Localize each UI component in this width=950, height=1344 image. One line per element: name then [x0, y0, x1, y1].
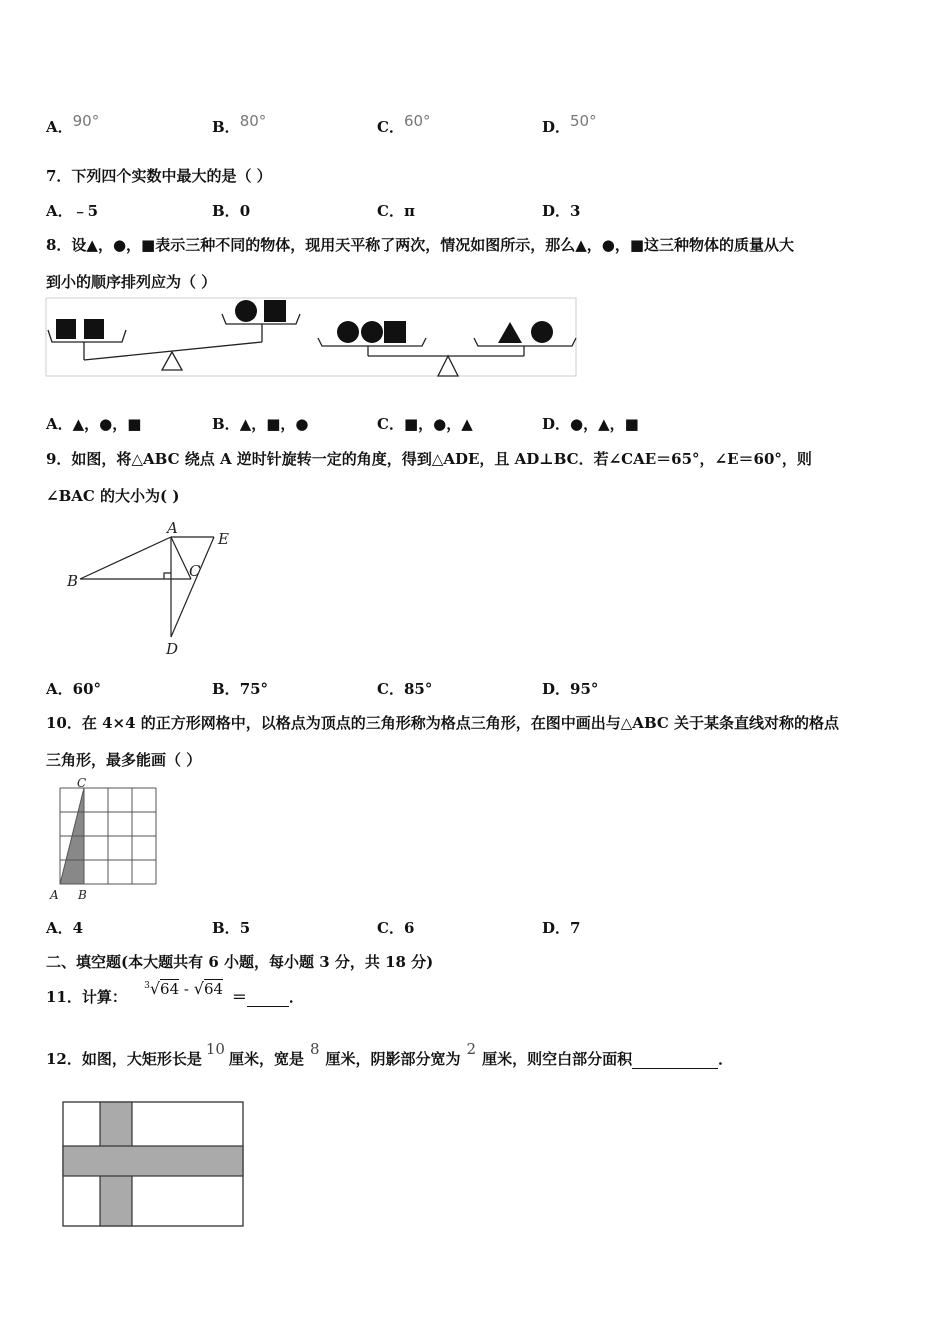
q7-option-c: C．π	[377, 202, 415, 220]
q6-option-c: C．60°	[377, 112, 431, 136]
q11-line: 11．计算： $^3$√64 - √64 ＝ ．	[46, 979, 304, 1006]
q6-option-a: A．90°	[46, 112, 100, 136]
horizontal-shaded-strip	[63, 1146, 243, 1176]
q10-grid-figure	[46, 778, 166, 903]
q9-option-a: A．60°	[46, 680, 102, 698]
q8-stem-line2: 到小的顺序排列应为（ ）	[46, 273, 217, 291]
q8-stem-line1: 8．设▲，●，■表示三种不同的物体，现用天平称了两次，情况如图所示，那么▲，●，■这三种物体的质量从大	[46, 236, 795, 254]
q10-option-a: A．4	[46, 919, 84, 937]
section2-heading: 二、填空题(本大题共有 6 小题，每小题 3 分，共 18 分)	[46, 953, 434, 971]
triangle-icon	[498, 322, 522, 343]
right-balance	[318, 338, 576, 376]
label-e: E	[218, 530, 229, 548]
label-c: C	[77, 776, 87, 790]
q10-option-c: C．6	[377, 919, 415, 937]
circle-icon	[337, 321, 359, 343]
q8-balance-figure	[46, 298, 576, 376]
cube-root-index: 3	[144, 981, 150, 991]
q8-option-b: B．▲，■，●	[212, 415, 309, 433]
q12-line: 12．如图，大矩形长是10厘米，宽是8厘米，阴影部分宽为2厘米，则空白部分面积 ．	[46, 1040, 734, 1068]
q9-option-b: B．75°	[212, 680, 269, 698]
q9-rotation-figure	[64, 518, 244, 658]
q10-stem-line1: 10．在 4×4 的正方形网格中，以格点为顶点的三角形称为格点三角形，在图中画出与△ABC 关于某条直线对称的格点	[46, 714, 840, 732]
q6-option-b: B．80°	[212, 112, 267, 136]
q7-option-b: B．0	[212, 202, 251, 220]
label-a: A	[50, 888, 59, 902]
q12-rectangle-figure	[62, 1100, 246, 1228]
q10-stem-line2: 三角形，最多能画（ ）	[46, 751, 202, 769]
circle-icon	[361, 321, 383, 343]
label-b: B	[67, 572, 79, 590]
label-d: D	[166, 640, 179, 658]
q9-stem-line2: ∠BAC 的大小为( )	[46, 487, 180, 505]
q9-option-c: C．85°	[377, 680, 433, 698]
q10-option-d: D．7	[542, 919, 581, 937]
q7-option-d: D．3	[542, 202, 581, 220]
square-icon	[264, 300, 286, 322]
q8-option-d: D．●，▲，■	[542, 415, 639, 433]
q12-answer-blank[interactable]	[632, 1050, 718, 1069]
q11-answer-blank[interactable]	[247, 988, 289, 1007]
q7-option-a: A．﹣5	[46, 202, 99, 220]
label-c: C	[189, 562, 201, 580]
q11-expression: $^3$√64 - √64	[144, 979, 224, 998]
circle-icon	[235, 300, 257, 322]
q7-stem: 7．下列四个实数中最大的是（ ）	[46, 167, 272, 185]
q9-stem-line1: 9．如图，将△ABC 绕点 A 逆时针旋转一定的角度，得到△ADE，且 AD⊥BC．若∠CAE＝65°，∠E＝60°，则	[46, 450, 812, 468]
q10-option-b: B．5	[212, 919, 251, 937]
label-b: B	[78, 888, 87, 902]
q6-option-d: D．50°	[542, 112, 597, 136]
square-icon	[56, 319, 76, 339]
circle-icon	[531, 321, 553, 343]
square-icon	[84, 319, 104, 339]
q8-option-a: A．▲，●，■	[46, 415, 142, 433]
q9-option-d: D．95°	[542, 680, 599, 698]
q8-option-c: C．■，●，▲	[377, 415, 473, 433]
label-a: A	[167, 519, 178, 537]
square-icon	[384, 321, 406, 343]
